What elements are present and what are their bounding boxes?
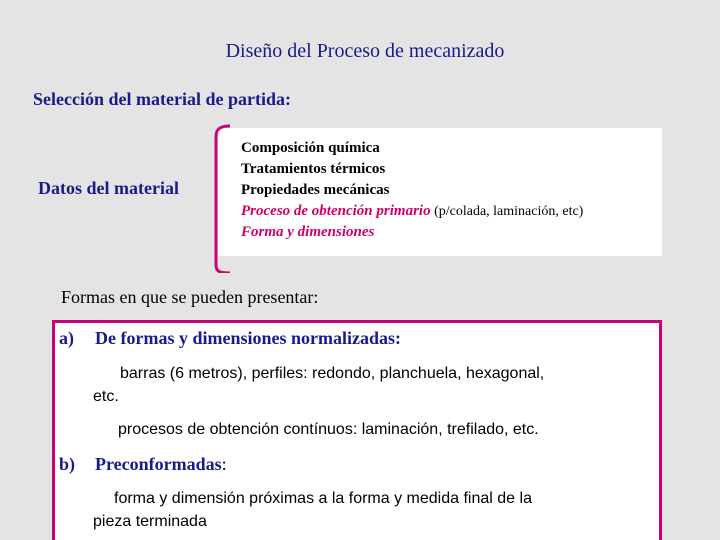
property-item: Propiedades mecánicas: [241, 182, 390, 198]
item-a-title: De formas y dimensiones normalizadas:: [95, 328, 401, 348]
item-b-heading: [59, 454, 227, 475]
item-a-line1-cont: etc.: [93, 388, 119, 405]
property-item: Forma y dimensiones: [241, 224, 375, 240]
subtitle: Selección del material de partida:: [33, 89, 291, 109]
property-item: Tratamientos térmicos: [241, 161, 386, 177]
forms-label: Formas en que se pueden presentar:: [61, 287, 319, 307]
item-b-line1: forma y dimensión próximas a la forma y medida final de la: [114, 490, 532, 507]
properties-list: [241, 138, 583, 243]
item-a-heading: [59, 328, 401, 349]
curly-brace-icon: [204, 123, 234, 273]
item-b-marker: b): [59, 454, 76, 474]
item-b-colon: :: [221, 454, 227, 474]
item-b-title: Preconformadas: [95, 454, 222, 474]
property-item: Proceso de obtención primario (p/colada, laminación, etc): [241, 203, 584, 219]
material-data-label: Datos del material: [38, 178, 179, 198]
property-note: (p/colada, laminación, etc): [430, 204, 584, 219]
item-a-line2: procesos de obtención contínuos: laminación, trefilado, etc.: [118, 421, 539, 438]
item-b-line1-cont: pieza terminada: [93, 513, 207, 530]
property-item: Composición química: [241, 140, 380, 156]
item-a-line1: barras (6 metros), perfiles: redondo, planchuela, hexagonal,: [120, 365, 545, 382]
item-a-marker: a): [59, 328, 74, 348]
page-title: Diseño del Proceso de mecanizado: [225, 40, 505, 62]
